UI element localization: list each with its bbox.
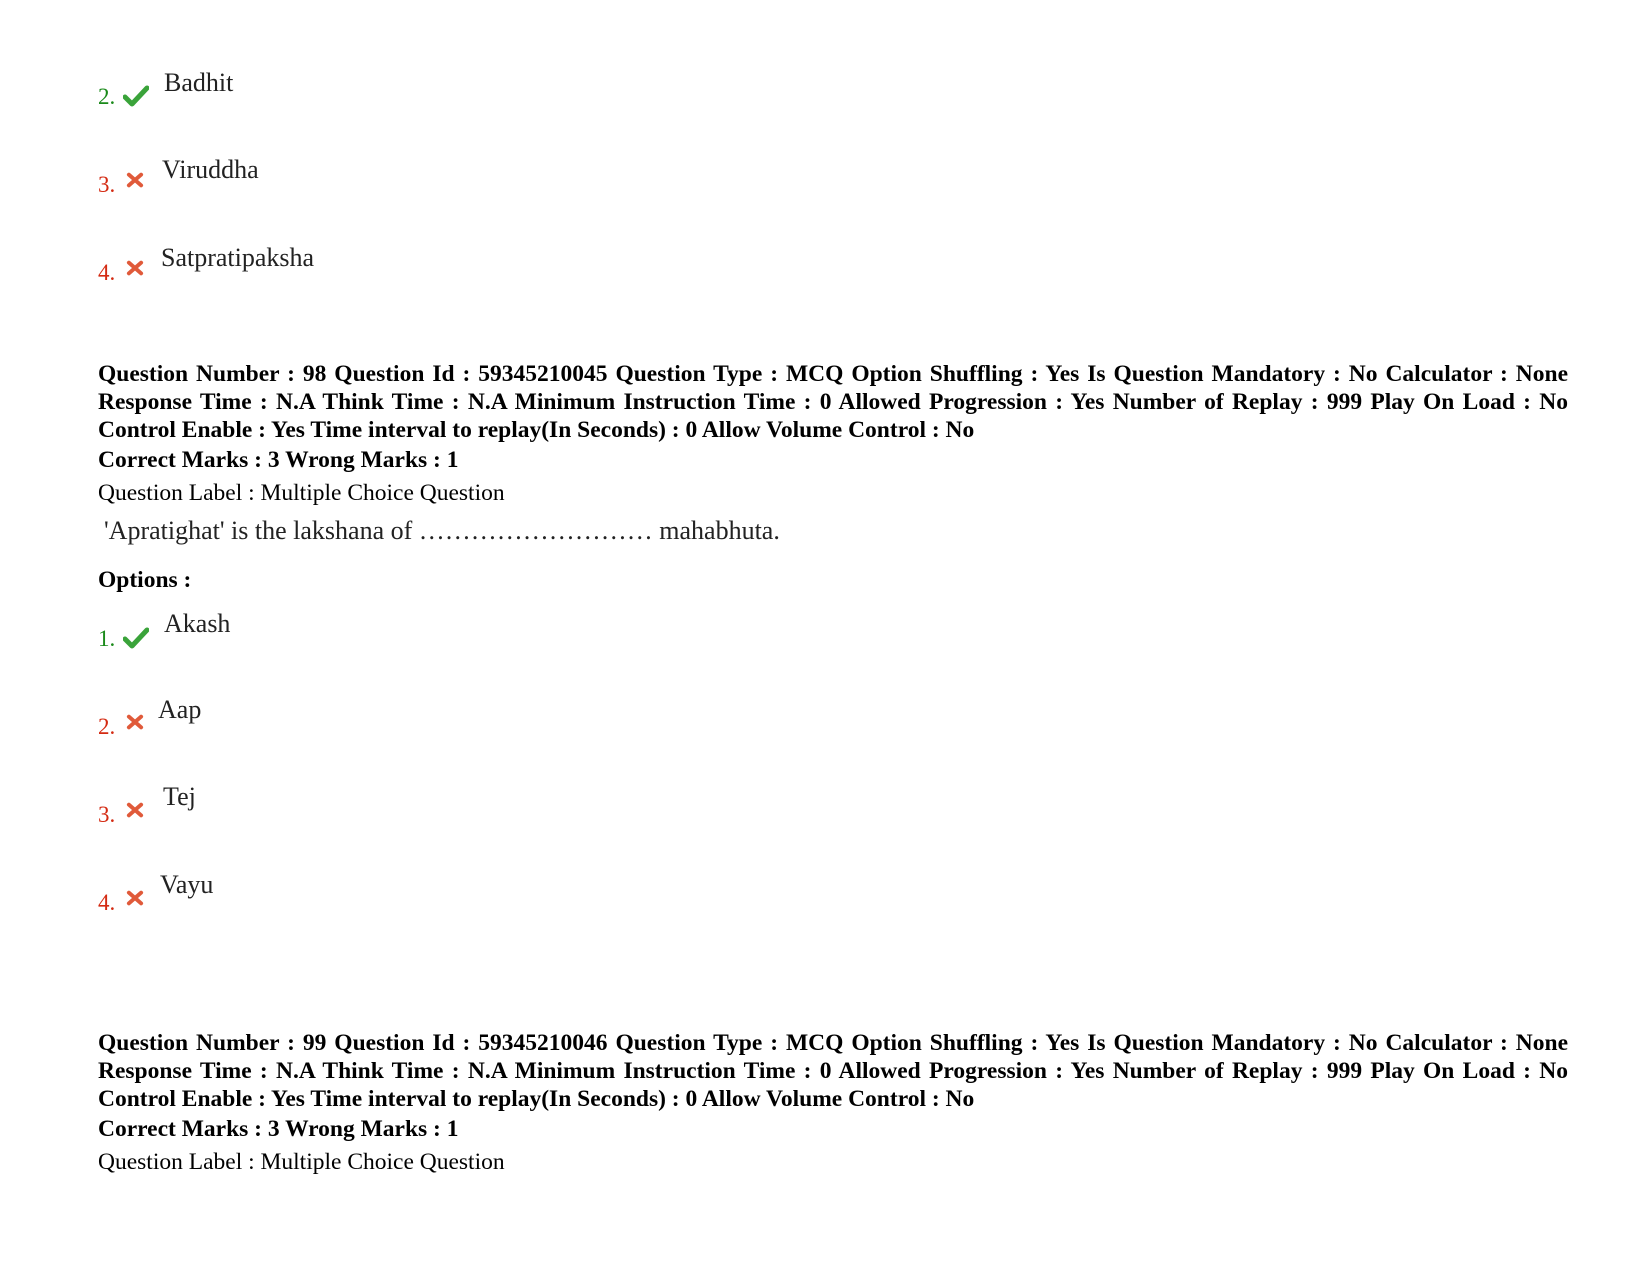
option-number: 4. xyxy=(98,890,116,915)
option-item xyxy=(98,68,598,132)
question-label: Question Label : Multiple Choice Question xyxy=(98,1149,505,1175)
option-text: Vayu xyxy=(160,870,214,899)
option-number: 3. xyxy=(98,802,116,827)
option-item xyxy=(98,695,598,762)
cross-icon xyxy=(125,258,145,278)
option-text: Aap xyxy=(158,695,202,724)
option-item xyxy=(98,782,598,850)
cross-icon xyxy=(125,800,145,820)
cross-icon xyxy=(125,888,145,908)
option-text: Badhit xyxy=(164,68,234,97)
option-item xyxy=(98,243,598,308)
question-meta: Question Number : 99 Question Id : 59345210046 Question Type : MCQ Option Shuffling : Yes Is Question Mandatory : No Calculator : None Response Time : N.A Think Time : N.A Minimum Instruction Time : 0 Allowed Progression : Yes Number of Replay : 999 Play On Load : No Control Enable : Yes Time interval to replay(In Seconds) : 0 Allow Volume Control : No xyxy=(98,1030,1568,1112)
option-number: 4. xyxy=(98,260,116,285)
option-number: 3. xyxy=(98,172,116,197)
option-text: Satpratipaksha xyxy=(161,243,315,272)
check-icon xyxy=(123,84,149,108)
question-marks: Correct Marks : 3 Wrong Marks : 1 xyxy=(98,1116,459,1142)
options-heading: Options : xyxy=(98,567,192,593)
question-text: 'Apratighat' is the lakshana of ……………………… mahabhuta. xyxy=(104,516,780,545)
check-icon xyxy=(123,626,149,650)
question-marks: Correct Marks : 3 Wrong Marks : 1 xyxy=(98,447,459,473)
option-text: Viruddha xyxy=(162,155,259,184)
question-meta: Question Number : 98 Question Id : 59345210045 Question Type : MCQ Option Shuffling : Yes Is Question Mandatory : No Calculator : None Response Time : N.A Think Time : N.A Minimum Instruction Time : 0 Allowed Progression : Yes Number of Replay : 999 Play On Load : No Control Enable : Yes Time interval to replay(In Seconds) : 0 Allow Volume Control : No xyxy=(98,361,1568,443)
option-item xyxy=(98,155,598,220)
option-text: Akash xyxy=(164,609,231,638)
cross-icon xyxy=(125,170,145,190)
option-number: 2. xyxy=(98,84,116,109)
cross-icon xyxy=(125,712,145,732)
option-item xyxy=(98,609,598,674)
question-label: Question Label : Multiple Choice Question xyxy=(98,480,505,506)
option-number: 1. xyxy=(98,626,116,651)
option-item xyxy=(98,870,598,938)
option-number: 2. xyxy=(98,714,116,739)
option-text: Tej xyxy=(163,782,196,811)
